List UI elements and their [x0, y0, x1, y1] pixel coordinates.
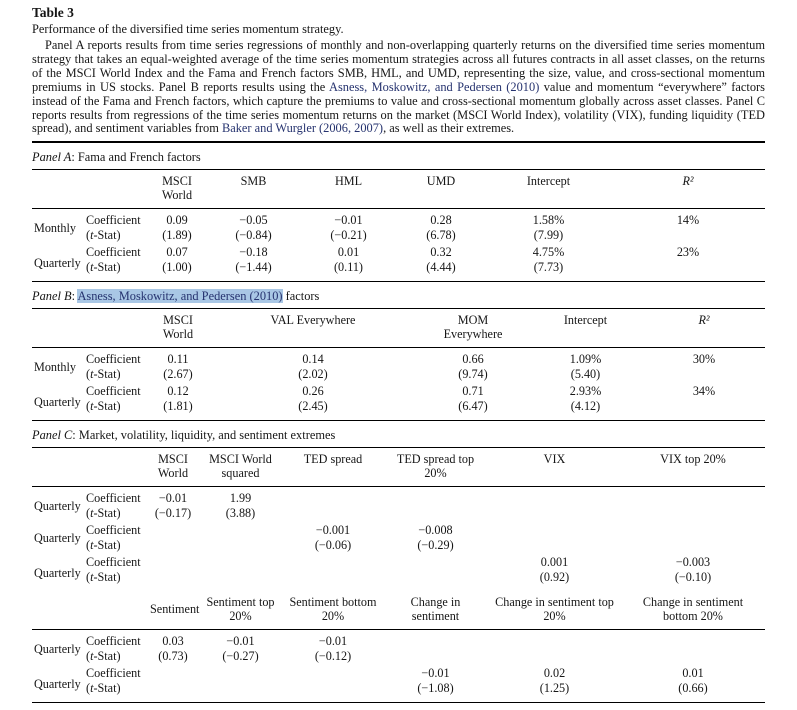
coefficient-value: 0.12	[167, 384, 189, 399]
tstat-value: (3.88)	[225, 506, 256, 521]
coefficient-value: −0.01	[158, 491, 188, 506]
stat-label-coefficient: Coefficient	[86, 666, 141, 681]
coefficient-value: 0.07	[166, 245, 188, 260]
tstat-value: (−0.10)	[674, 570, 712, 585]
coefficient-value	[283, 553, 383, 570]
column-header: VAL Everywhere	[208, 309, 418, 348]
coefficient-value: 2.93%	[569, 384, 602, 399]
tstat-value	[488, 649, 621, 664]
coefficient-value: 0.01	[682, 666, 704, 681]
tstat-value	[611, 228, 765, 243]
coefficient-value: −0.003	[675, 555, 711, 570]
panel-a-heading	[32, 143, 765, 169]
header-spacer	[84, 170, 148, 209]
coefficient-value: 4.75%	[532, 245, 565, 260]
coefficient-value	[148, 553, 198, 570]
header-spacer	[84, 448, 148, 487]
column-header: TED spread top 20%	[383, 448, 488, 487]
tstat-value: (7.99)	[533, 228, 564, 243]
coefficient-value	[198, 664, 283, 681]
column-header: Intercept	[528, 309, 643, 348]
period-label: Quarterly	[34, 676, 81, 691]
tstat-value: (6.78)	[426, 228, 456, 243]
coefficient-value: 0.001	[540, 555, 569, 570]
coefficient-value: −0.008	[418, 523, 453, 538]
column-header: UMD	[396, 170, 486, 209]
column-header: Change in sentiment	[383, 591, 488, 630]
tstat-value	[283, 570, 383, 591]
coefficient-value: −0.01	[421, 666, 450, 681]
tstat-value	[198, 681, 283, 703]
panel-b-heading-text: factors	[282, 289, 320, 304]
tstat-value	[383, 649, 488, 664]
tstat-value: (5.40)	[570, 367, 601, 382]
stat-label-tstat: (t-Stat)	[86, 570, 121, 585]
stat-label-coefficient: Coefficient	[86, 491, 141, 506]
column-header: Sentiment	[148, 591, 198, 630]
column-header: Change in sentiment bottom 20%	[621, 591, 765, 630]
period-label: Monthly	[34, 359, 76, 374]
column-header: SMB	[206, 170, 301, 209]
column-header: R²	[611, 170, 765, 209]
tstat-value	[611, 260, 765, 282]
coefficient-value	[621, 521, 765, 538]
tstat-value: (2.45)	[298, 399, 328, 414]
stat-label-tstat: (t-Stat)	[86, 681, 121, 696]
coefficient-value: 30%	[692, 352, 716, 367]
tstat-value	[383, 506, 488, 521]
tstat-value	[621, 506, 765, 521]
tstat-value: (−0.27)	[222, 649, 259, 664]
stat-label-coefficient: Coefficient	[86, 245, 141, 260]
panel-c-sentiment-table	[32, 591, 765, 703]
coefficient-value: 0.28	[430, 213, 452, 228]
tstat-value: (4.44)	[426, 260, 456, 275]
coefficient-value: 0.71	[462, 384, 484, 399]
stat-label-tstat: (t-Stat)	[86, 538, 121, 553]
panel-c-market-table	[32, 447, 765, 591]
panel-a-label: Panel A	[32, 150, 72, 165]
coefficient-value: 23%	[676, 245, 700, 260]
period-label: Quarterly	[34, 530, 81, 545]
tstat-value	[148, 681, 198, 703]
stat-label-coefficient: Coefficient	[86, 352, 141, 367]
coefficient-value	[383, 487, 488, 507]
column-header: MSCI World	[148, 309, 208, 348]
tstat-value: (−0.12)	[314, 649, 352, 664]
column-header: MSCI World squared	[198, 448, 283, 487]
stat-label-tstat: (t-Stat)	[86, 649, 121, 664]
period-label: Quarterly	[34, 498, 81, 513]
tstat-value: (1.25)	[539, 681, 570, 696]
coefficient-value	[283, 664, 383, 681]
header-spacer	[84, 591, 148, 630]
tstat-value	[148, 570, 198, 591]
citation-link[interactable]: Asness, Moskowitz, and Pedersen (2010)	[329, 79, 540, 94]
panel-a-table	[32, 169, 765, 282]
stat-label-coefficient: Coefficient	[86, 523, 141, 538]
tstat-value: (−0.29)	[417, 538, 454, 553]
tstat-value	[643, 399, 765, 421]
citation-link[interactable]: Baker and Wurgler (2006, 2007)	[221, 121, 384, 136]
period-label: Quarterly	[34, 565, 81, 580]
coefficient-value: −0.01	[318, 634, 348, 649]
tstat-value: (2.67)	[163, 367, 193, 382]
coefficient-value: −0.01	[226, 634, 255, 649]
coefficient-value	[283, 487, 383, 507]
coefficient-value	[383, 553, 488, 570]
period-label: Quarterly	[34, 255, 81, 270]
tstat-value	[621, 649, 765, 664]
column-header: MOM Everywhere	[418, 309, 528, 348]
citation-link-highlighted[interactable]: Asness, Moskowitz, and Pedersen (2010)	[77, 289, 283, 304]
column-header: VIX	[488, 448, 621, 487]
tstat-value	[198, 570, 283, 591]
tstat-value: (7.73)	[533, 260, 564, 275]
stat-label-coefficient: Coefficient	[86, 384, 141, 399]
coefficient-value: 0.14	[302, 352, 324, 367]
coefficient-value: 1.58%	[532, 213, 565, 228]
coefficient-value	[488, 487, 621, 507]
coefficient-value: 0.01	[337, 245, 360, 260]
tstat-value: (1.00)	[162, 260, 192, 275]
header-spacer	[32, 591, 84, 630]
coefficient-value: 34%	[692, 384, 716, 399]
tstat-value: (−0.21)	[330, 228, 367, 243]
tstat-value: (1.81)	[163, 399, 193, 414]
column-header: R²	[643, 309, 765, 348]
coefficient-value: 0.03	[162, 634, 184, 649]
header-spacer	[32, 448, 84, 487]
tstat-value	[283, 506, 383, 521]
column-header: Sentiment top 20%	[198, 591, 283, 630]
tstat-value	[283, 681, 383, 703]
tstat-value: (−1.08)	[417, 681, 454, 696]
panel-c-label: Panel C	[32, 428, 73, 443]
tstat-value: (−0.17)	[154, 506, 192, 521]
stat-label-tstat: (t-Stat)	[86, 367, 121, 382]
period-label: Monthly	[34, 220, 76, 235]
stat-label-coefficient: Coefficient	[86, 555, 141, 570]
coefficient-value: 0.66	[462, 352, 484, 367]
tstat-value: (0.66)	[678, 681, 708, 696]
header-spacer	[84, 309, 148, 348]
description-text: , as well as their extremes.	[383, 121, 515, 136]
tstat-value: (−0.06)	[314, 538, 352, 553]
tstat-value	[383, 570, 488, 591]
tstat-value: (0.11)	[334, 260, 363, 275]
coefficient-value	[488, 521, 621, 538]
stat-label-tstat: (t-Stat)	[86, 399, 121, 414]
stat-label-coefficient: Coefficient	[86, 634, 141, 649]
table-title: Table 3	[32, 5, 74, 20]
coefficient-value: 0.09	[166, 213, 188, 228]
column-header: Change in sentiment top 20%	[488, 591, 621, 630]
tstat-value	[488, 506, 621, 521]
tstat-value: (6.47)	[458, 399, 488, 414]
coefficient-value	[488, 630, 621, 650]
tstat-value	[643, 367, 765, 382]
coefficient-value: 0.02	[543, 666, 566, 681]
tstat-value: (4.12)	[570, 399, 601, 414]
tstat-value	[198, 538, 283, 553]
coefficient-value: 0.26	[302, 384, 324, 399]
stat-label-tstat: (t-Stat)	[86, 228, 121, 243]
tstat-value: (0.92)	[539, 570, 570, 585]
coefficient-value	[148, 664, 198, 681]
period-label: Quarterly	[34, 641, 81, 656]
column-header: HML	[301, 170, 396, 209]
coefficient-value: −0.18	[239, 245, 268, 260]
coefficient-value	[198, 553, 283, 570]
panel-b-label: Panel B	[32, 289, 72, 304]
period-label: Quarterly	[34, 394, 81, 409]
panel-b-heading-colon: :	[71, 289, 78, 304]
tstat-value	[148, 538, 198, 553]
tstat-value	[488, 538, 621, 553]
coefficient-value	[383, 630, 488, 650]
coefficient-value: −0.001	[315, 523, 351, 538]
coefficient-value: 1.09%	[569, 352, 602, 367]
description-text: Panel A reports results from time series regressions of monthly and non-overlapping quarterly returns on the diversified time series momentum strategy that takes an equal-weighted average of the time series momentum strategies across all futures contracts in all asset classes, on the returns of the MSCI World Index and the Fama and French factors SMB, HML, and UMD, representing the size, value, and cross-sectional momentum premiums in US stocks. Panel B reports results using the	[32, 38, 765, 94]
column-header: Intercept	[486, 170, 611, 209]
tstat-value: (−0.84)	[235, 228, 272, 243]
coefficient-value	[621, 630, 765, 650]
panel-c-heading	[32, 421, 765, 447]
coefficient-value: −0.01	[334, 213, 363, 228]
tstat-value: (0.73)	[158, 649, 188, 664]
coefficient-value: 0.32	[430, 245, 452, 260]
column-header: TED spread	[283, 448, 383, 487]
coefficient-value: −0.05	[239, 213, 268, 228]
column-header: MSCI World	[148, 448, 198, 487]
table-description	[32, 39, 765, 136]
stat-label-coefficient: Coefficient	[86, 213, 141, 228]
stat-label-tstat: (t-Stat)	[86, 506, 121, 521]
table-caption: Performance of the diversified time series momentum strategy.	[32, 22, 344, 36]
column-header: VIX top 20%	[621, 448, 765, 487]
coefficient-value	[148, 521, 198, 538]
tstat-value: (−1.44)	[235, 260, 272, 275]
panel-a-heading-text: : Fama and French factors	[71, 150, 201, 165]
coefficient-value	[621, 487, 765, 507]
coefficient-value	[198, 521, 283, 538]
column-header: MSCI World	[148, 170, 206, 209]
header-spacer	[32, 170, 84, 209]
description-text: value and momentum “everywhere” factors instead of the Fama and French factors, which capture the premiums to value and cross-sectional momentum globally across asset classes. Panel C reports results from regressions of the time series momentum returns on the market (MSCI World Index), volatility (VIX), funding liquidity (TED spread), and sentiment variables from	[32, 79, 766, 136]
tstat-value: (2.02)	[298, 367, 328, 382]
tstat-value: (1.89)	[162, 228, 192, 243]
column-header: Sentiment bottom 20%	[283, 591, 383, 630]
panel-b-table	[32, 308, 765, 421]
tstat-value: (9.74)	[458, 367, 488, 382]
panel-c-heading-text: : Market, volatility, liquidity, and sentiment extremes	[72, 428, 336, 443]
stat-label-tstat: (t-Stat)	[86, 260, 121, 275]
coefficient-value: 0.11	[167, 352, 189, 367]
panel-b-heading	[32, 282, 765, 308]
coefficient-value: 14%	[676, 213, 700, 228]
header-spacer	[32, 309, 84, 348]
tstat-value	[621, 538, 765, 553]
coefficient-value: 1.99	[229, 491, 252, 506]
